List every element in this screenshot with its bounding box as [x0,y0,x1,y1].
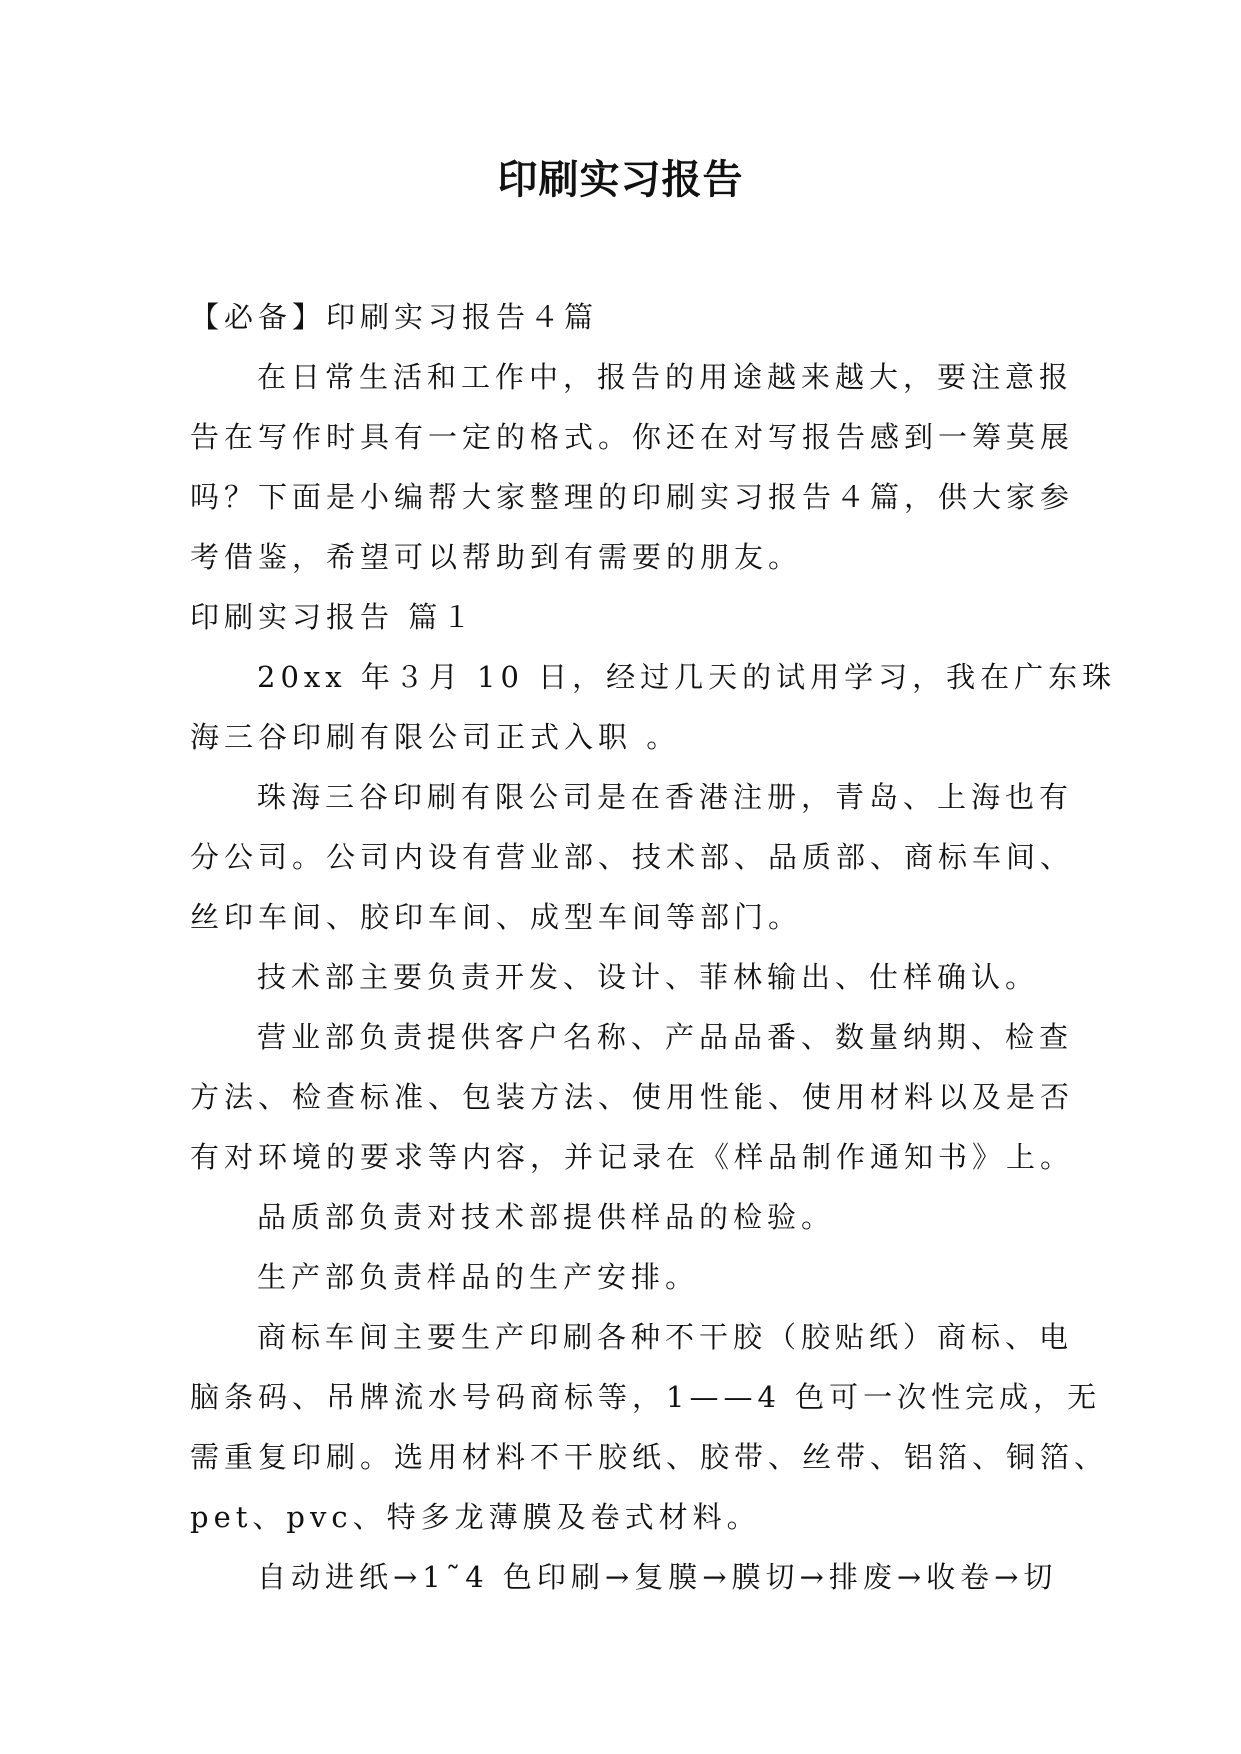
document-title: 印刷实习报告 [497,156,744,203]
document-line: 考借鉴，希望可以帮助到有需要的朋友。 [190,540,803,574]
document-line: 脑条码、吊牌流水号码商标等，1——4 色可一次性完成，无 [190,1380,1102,1414]
document-line: 品质部负责对技术部提供样品的检验。 [257,1200,836,1234]
document-line: 有对环境的要求等内容，并记录在《样品制作通知书》上。 [190,1140,1075,1174]
document-line: 【必备】印刷实习报告４篇 [190,300,599,334]
document-line: 海三谷印刷有限公司正式入职 。 [190,720,681,754]
document-line: 技术部主要负责开发、设计、菲林输出、仕样确认。 [257,960,1040,994]
document-body [190,287,1117,1607]
document-line: 丝印车间、胶印车间、成型车间等部门。 [190,900,803,934]
document-line: 需重复印刷。选用材料不干胶纸、胶带、丝带、铝箔、铜箔、 [190,1440,1109,1474]
document-line: 商标车间主要生产印刷各种不干胶（胶贴纸）商标、电 [257,1320,1074,1354]
document-line: 自动进纸→1˜4 色印刷→复膜→膜切→排废→收卷→切 [257,1560,1058,1594]
document-line: 告在写作时具有一定的格式。你还在对写报告感到一筹莫展 [190,420,1075,454]
document-line: 在日常生活和工作中，报告的用途越来越大，要注意报 [257,360,1074,394]
document-line: 分公司。公司内设有营业部、技术部、品质部、商标车间、 [190,840,1075,874]
document-line: 珠海三谷印刷有限公司是在香港注册，青岛、上海也有 [257,780,1074,814]
document-line: pet、pvc、特多龙薄膜及卷式材料。 [190,1500,761,1534]
document-line: 吗？下面是小编帮大家整理的印刷实习报告４篇，供大家参 [190,480,1075,514]
document-line: 营业部负责提供客户名称、产品品番、数量纳期、检查 [257,1020,1074,1054]
document-line: 印刷实习报告 篇１ [190,600,477,634]
document-line: 生产部负责样品的生产安排。 [257,1260,700,1294]
document-line: 20xx 年３月 10 日，经过几天的试用学习，我在广东珠 [257,660,1117,694]
document-line: 方法、检查标准、包装方法、使用性能、使用材料以及是否 [190,1080,1075,1114]
